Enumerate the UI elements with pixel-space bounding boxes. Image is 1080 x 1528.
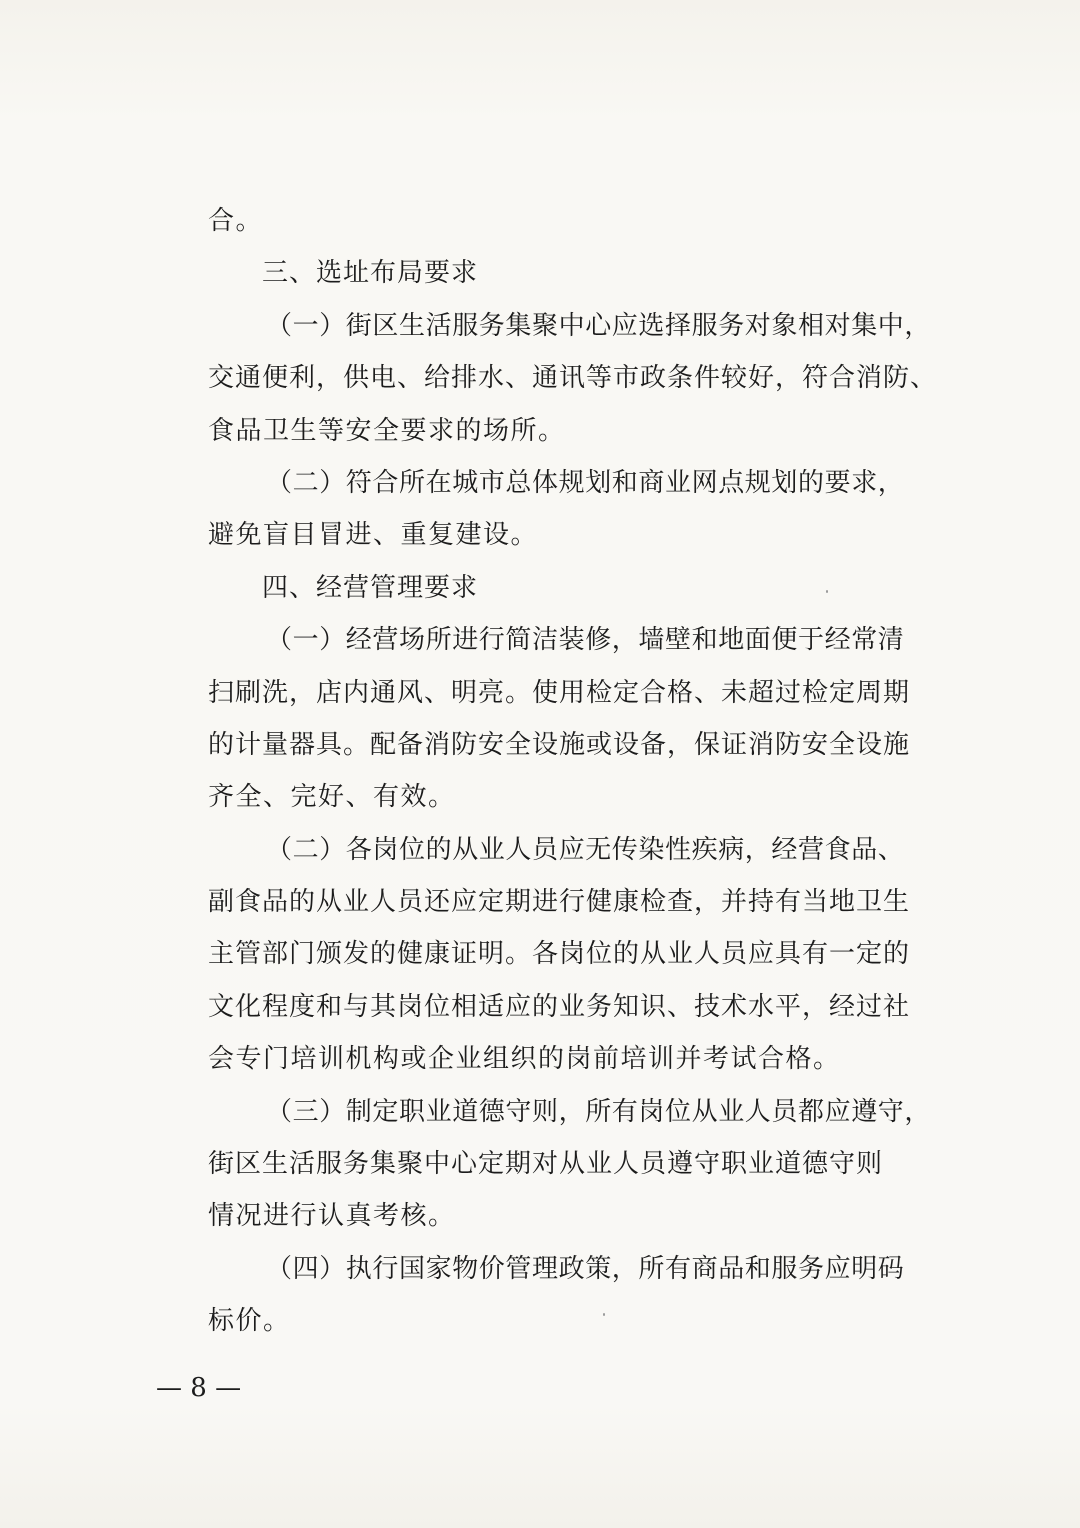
paragraph-line: （一）街区生活服务集聚中心应选择服务对象相对集中， [266, 310, 932, 341]
scan-speck [603, 1313, 605, 1316]
paragraph-line: 街区生活服务集聚中心定期对从业人员遵守职业道德守则 [208, 1149, 884, 1180]
paragraph-line: 情况进行认真考核。 [208, 1201, 456, 1232]
section-heading-site-layout: 三、选址布局要求 [262, 258, 479, 289]
paragraph-line: 齐全、完好、有效。 [208, 782, 456, 813]
section-heading-operation-management: 四、经营管理要求 [262, 572, 479, 603]
paragraph-line: 文化程度和与其岗位相适应的业务知识、技术水平，经过社 [208, 991, 911, 1022]
paragraph-line: 食品卫生等安全要求的场所。 [208, 415, 566, 446]
document-body [208, 195, 938, 1348]
scan-speck [826, 590, 828, 593]
paragraph-line: （三）制定职业道德守则，所有岗位从业人员都应遵守， [266, 1096, 932, 1127]
paragraph-line: （四）执行国家物价管理政策，所有商品和服务应明码 [266, 1253, 905, 1284]
paragraph-line: 扫刷洗，店内通风、明亮。使用检定合格、未超过检定周期 [208, 677, 911, 708]
paragraph-line: 合。 [208, 206, 264, 236]
paragraph-line: 主管部门颁发的健康证明。各岗位的从业人员应具有一定的 [208, 939, 911, 970]
page-number: — 8 — [156, 1373, 242, 1403]
paragraph-line: 的计量器具。配备消防安全设施或设备，保证消防安全设施 [208, 729, 911, 760]
paragraph-line: 交通便利，供电、给排水、通讯等市政条件较好，符合消防、 [208, 363, 938, 394]
paragraph-line: （一）经营场所进行简洁装修，墙壁和地面便于经常清 [266, 625, 905, 656]
paragraph-line: 副食品的从业人员还应定期进行健康检查，并持有当地卫生 [208, 887, 911, 918]
paragraph-line: 标价。 [208, 1306, 291, 1337]
paragraph-line: （二）各岗位的从业人员应无传染性疾病，经营食品、 [266, 834, 905, 865]
paragraph-line: 会专门培训机构或企业组织的岗前培训并考试合格。 [208, 1044, 841, 1075]
paragraph-line: 避免盲目冒进、重复建设。 [208, 520, 539, 551]
paragraph-line: （二）符合所在城市总体规划和商业网点规划的要求， [266, 467, 905, 498]
